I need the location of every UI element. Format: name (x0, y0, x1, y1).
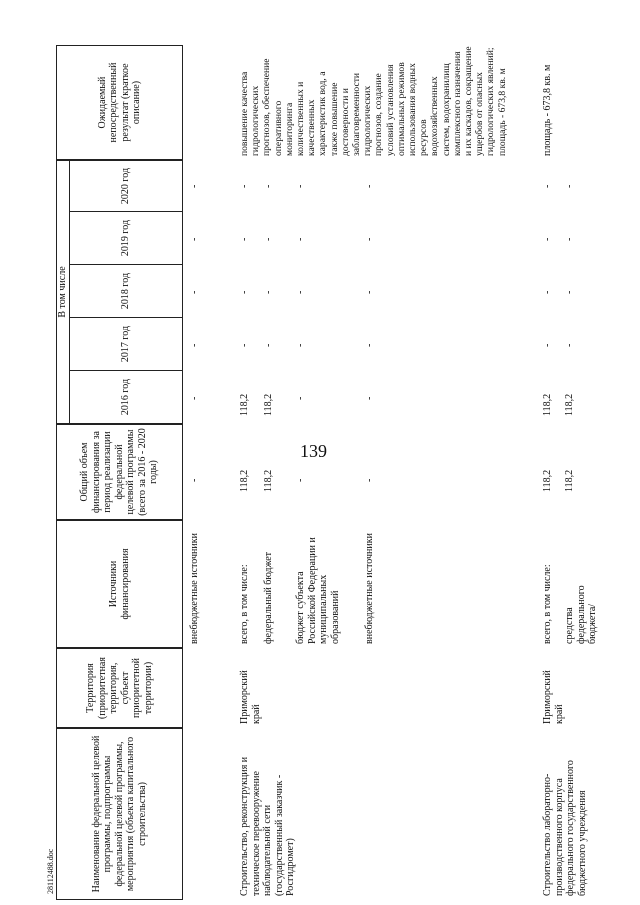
prev-y2016: - (189, 396, 200, 400)
row1-s0-y2018: - (239, 290, 250, 294)
row2-source-1: средства федерального бюджета/ (564, 585, 598, 644)
prev-source-label: внебюджетные источники (189, 533, 200, 644)
row2-s0-y2018: - (542, 290, 553, 294)
row1-s2-y2019: - (295, 237, 306, 241)
header-year-2020: 2020 год (69, 160, 183, 212)
row1-source-2: бюджет субъекта Российской Федерации и муниципальных образований (295, 537, 341, 644)
row2-total-1: 118,2 (564, 469, 575, 492)
row1-s1-y2020: - (263, 184, 274, 188)
prev-y2017: - (189, 343, 200, 347)
row2-s1-y2018: - (564, 290, 575, 294)
row1-s1-y2017: - (263, 343, 274, 347)
header-year-2018: 2018 год (69, 264, 183, 318)
row2-s0-y2019: - (542, 237, 553, 241)
row1-source-0: всего, в том числе: (239, 564, 250, 644)
header-result: Ожидаемый непосредственный результат (краткое описание) (56, 45, 183, 160)
row1-name: Строительство, реконструкция и техническое перевооружение наблюдательной сети (государственный заказчик - Росгидромет) (239, 756, 296, 896)
row2-s0-y2020: - (542, 184, 553, 188)
header-year-2016: 2016 год (69, 370, 183, 424)
row2-source-0: всего, в том числе: (542, 564, 553, 644)
row1-s3-y2017: - (364, 343, 375, 347)
header-total: Общий объем финансирования за период реализации федеральной целевой программы (всего за 2016 - 2020 годы) (56, 424, 183, 520)
row1-s2-y2020: - (295, 184, 306, 188)
row1-s0-y2016: 118,2 (239, 393, 250, 416)
row2-s1-y2016: 118,2 (564, 393, 575, 416)
row2-s0-y2017: - (542, 343, 553, 347)
row1-s2-y2016: - (295, 396, 306, 400)
row1-s3-y2019: - (364, 237, 375, 241)
row1-source-3: внебюджетные источники (364, 533, 375, 644)
row1-s3-y2020: - (364, 184, 375, 188)
financing-table (56, 45, 596, 900)
row1-s0-y2017: - (239, 343, 250, 347)
prev-y2018: - (189, 290, 200, 294)
row1-territory: Приморский край (239, 670, 262, 724)
page-number: 139 (300, 441, 327, 461)
header-territory: Территория (приоритетная территория, субъект приоритетной территории) (56, 648, 183, 728)
row1-total-1: 118,2 (263, 469, 274, 492)
row2-s1-y2017: - (564, 343, 575, 347)
row2-s1-y2020: - (564, 184, 575, 188)
row1-s1-y2019: - (263, 237, 274, 241)
row2-total-0: 118,2 (542, 469, 553, 492)
row1-s2-y2017: - (295, 343, 306, 347)
row1-total-3: - (364, 478, 375, 482)
prev-total: - (189, 478, 200, 482)
header-in-total: В том числе (56, 160, 70, 424)
prev-y2020: - (189, 184, 200, 188)
row2-territory: Приморский край (542, 670, 565, 724)
header-year-2019: 2019 год (69, 211, 183, 265)
row1-s1-y2018: - (263, 290, 274, 294)
header-year-2017: 2017 год (69, 317, 183, 371)
prev-y2019: - (189, 237, 200, 241)
row1-s1-y2016: 118,2 (263, 393, 274, 416)
row2-name: Строительство лабораторно-производственного корпуса федерального государственного бюджетного учреждения (542, 760, 588, 896)
header-sources: Источники финансирования (56, 520, 183, 648)
row1-s2-y2018: - (295, 290, 306, 294)
header-name: Наименование федеральной целевой программы, подпрограммы федеральной целевой программы, мероприятия (объекта капитального строительства) (56, 728, 183, 900)
footer-filename: 28112488.doc (46, 848, 55, 894)
row1-s0-y2020: - (239, 184, 250, 188)
row2-s1-y2019: - (564, 237, 575, 241)
row1-s3-y2016: - (364, 396, 375, 400)
row1-total-2: - (295, 478, 306, 482)
row1-total-0: 118,2 (239, 469, 250, 492)
row1-source-1: федеральный бюджет (263, 551, 274, 644)
row2-result: площадь - 673,8 кв. м (542, 64, 553, 156)
row1-s0-y2019: - (239, 237, 250, 241)
row1-result: повышение качества гидрологических прогнозов, обеспечение оперативного мониторинга количественных и качественных характеристик вод, а также повышение достоверности и заблаговременности гидрологических прогнозов, создание условий установления оптимальных режимов использования водных ресурсов водохозяйственных систем, водохранилищ комплексного назначения и их каскадов, сокращение ущербов от опасных гидрологических явлений; площадь - 673,8 кв. м (239, 46, 508, 156)
row1-s3-y2018: - (364, 290, 375, 294)
row2-s0-y2016: 118,2 (542, 393, 553, 416)
